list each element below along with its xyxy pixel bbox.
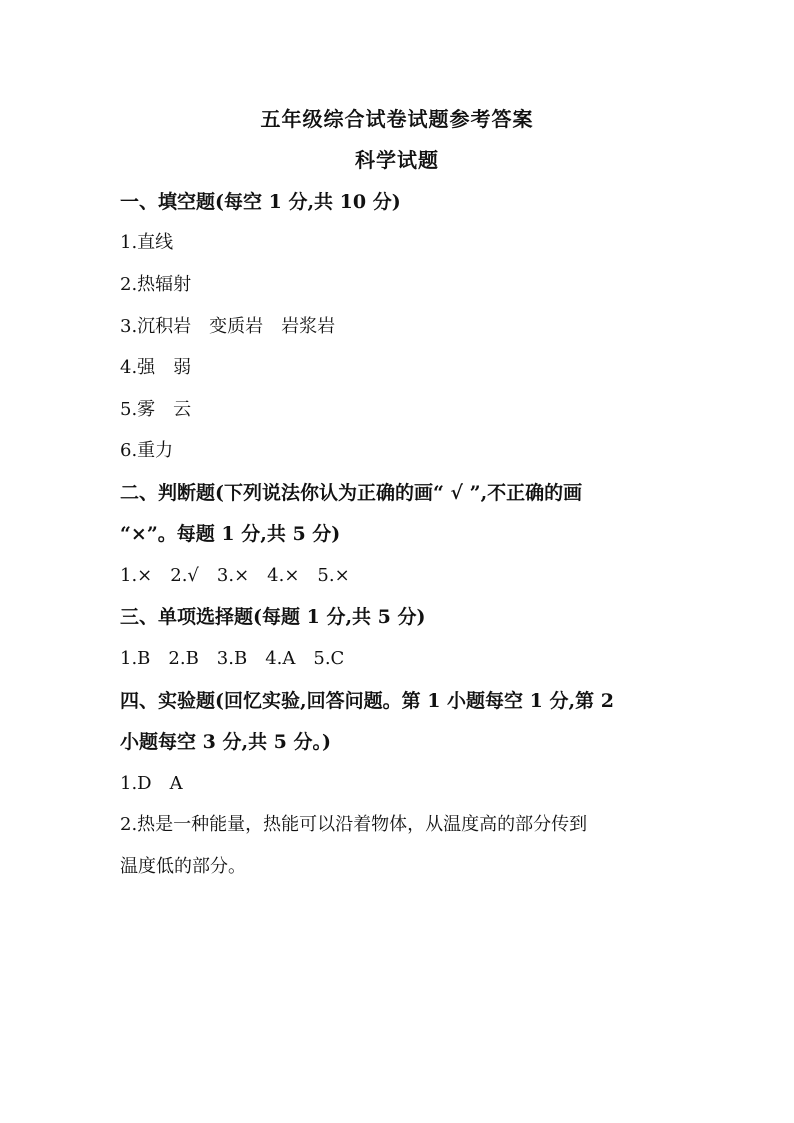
section1-heading: 一、填空题(每空 1 分,共 10 分) xyxy=(120,191,401,213)
section3-heading: 三、单项选择题(每题 1 分,共 5 分) xyxy=(120,606,426,628)
section4-answer-2-line2: 温度低的部分。 xyxy=(120,856,246,877)
section1-answer-1: 1.直线 xyxy=(120,232,174,253)
section1-answer-6: 6.重力 xyxy=(120,440,174,461)
section1-answer-3: 3.沉积岩 变质岩 岩浆岩 xyxy=(120,316,336,337)
section4-answer-2-line1: 2.热是一种能量，热能可以沿着物体，从温度高的部分传到 xyxy=(120,814,588,835)
section1-answer-5: 5.雾 云 xyxy=(120,399,192,420)
section3-answers: 1.B 2.B 3.B 4.A 5.C xyxy=(120,648,345,669)
section2-answers: 1.× 2.√ 3.× 4.× 5.× xyxy=(120,565,350,586)
section1-answer-4: 4.强 弱 xyxy=(120,357,192,378)
section4-answer-1: 1.D A xyxy=(120,773,183,794)
section2-heading-line1: 二、判断题(下列说法你认为正确的画“ √ ”,不正确的画 xyxy=(120,482,583,504)
section4-heading-line1: 四、实验题(回忆实验,回答问题。第 1 小题每空 1 分,第 2 xyxy=(120,690,614,712)
document-subtitle: 科学试题 xyxy=(355,148,439,172)
section4-heading-line2: 小题每空 3 分,共 5 分。) xyxy=(120,731,332,753)
section1-answer-2: 2.热辐射 xyxy=(120,274,192,295)
section2-heading-line2: “×”。每题 1 分,共 5 分) xyxy=(120,523,341,545)
document-title: 五年级综合试卷试题参考答案 xyxy=(260,107,534,131)
